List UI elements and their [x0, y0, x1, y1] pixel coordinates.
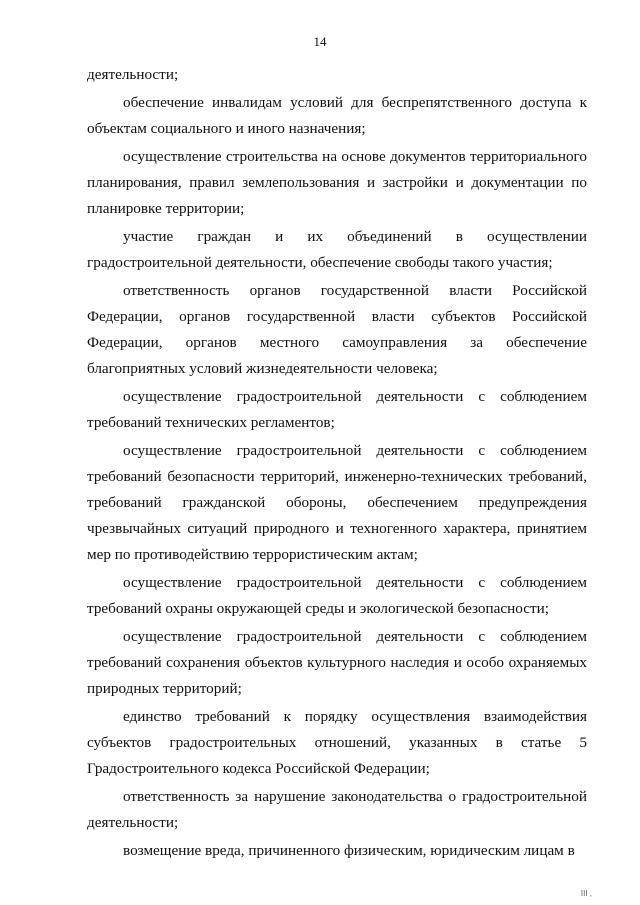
paragraph: осуществление градостроительной деятельности с соблюдением требований технических регламентов;	[87, 388, 587, 431]
paragraph: ответственность за нарушение законодательства о градостроительной деятельности;	[87, 788, 587, 831]
footer-mark: III ,	[580, 889, 592, 898]
paragraph: осуществление градостроительной деятельности с соблюдением требований сохранения объектов культурного наследия и особо охраняемых природных территорий;	[87, 628, 587, 697]
page-number: 14	[313, 34, 327, 49]
paragraph: единство требований к порядку осуществления взаимодействия субъектов градостроительных отношений, указанных в статье 5 Градостроительного кодекса Российской Федерации;	[87, 708, 587, 777]
paragraph: ответственность органов государственной власти Российской Федерации, органов государственной власти субъектов Российской Федерации, органов местного самоуправления за обеспечение благоприятных условий жизнедеятельности человека;	[87, 282, 587, 377]
paragraph: участие граждан и их объединений в осуществлении градостроительной деятельности, обеспечение свободы такого участия;	[87, 228, 587, 271]
document-body	[87, 62, 587, 866]
paragraph: осуществление градостроительной деятельности с соблюдением требований охраны окружающей среды и экологической безопасности;	[87, 574, 587, 617]
paragraph-continuation: деятельности;	[87, 66, 179, 83]
paragraph: осуществление строительства на основе документов территориального планирования, правил землепользования и застройки и документации по планировке территории;	[87, 148, 587, 217]
paragraph: возмещение вреда, причиненного физическим, юридическим лицам в	[123, 842, 575, 859]
paragraph: обеспечение инвалидам условий для беспрепятственного доступа к объектам социального и иного назначения;	[87, 94, 587, 137]
paragraph: осуществление градостроительной деятельности с соблюдением требований безопасности территорий, инженерно-технических требований, требований гражданской обороны, обеспечением предупреждения чрезвычайных ситуаций природного и техногенного характера, принятием мер по противодействию террористическим актам;	[87, 442, 587, 563]
